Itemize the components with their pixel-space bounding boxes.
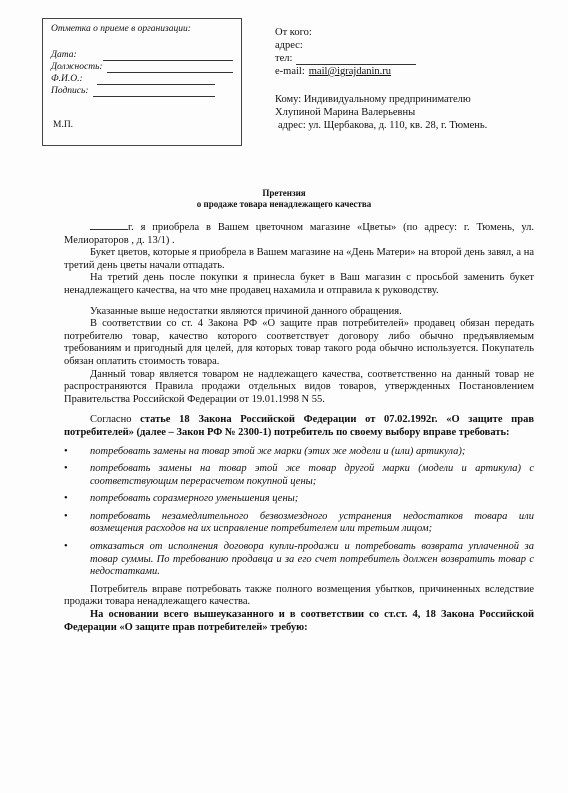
- stamp-date-line: [51, 49, 233, 61]
- sender-phone-row: [275, 52, 545, 65]
- paragraph-3: На третий день после покупки я принесла букет в Ваш магазин с просьбой заменить букет ненадлежащего качества, на что мне продавец нахамила и отправила к руководству.: [64, 272, 534, 296]
- stamp-position-line: [51, 61, 233, 73]
- recipient-line-3: адрес: ул. Щербакова, д. 110, кв. 28, г. Тюмень.: [278, 120, 488, 131]
- title-line-1: Претензия: [262, 188, 306, 198]
- stamp-name-field: [97, 75, 215, 85]
- sender-address-row: [275, 39, 545, 52]
- paragraph-1-text: г. я приобрела в Вашем цветочном магазине «Цветы» (по адресу: г. Тюмень, ул. Мелиораторов , д. 13/1) .: [64, 222, 534, 246]
- stamp-mp: М.П.: [53, 120, 74, 130]
- sender-email-label: e-mail:: [275, 66, 305, 77]
- sender-phone-label: тел:: [275, 53, 293, 64]
- paragraph-7-start: Согласно: [90, 414, 132, 426]
- stamp-signature-line: [51, 85, 233, 97]
- sender-from-label: От кого:: [275, 27, 312, 38]
- list-item-text: потребовать замены на товар этой же товар другой марки (модели и артикула) с соответствующим перерасчетом покупной цены;: [90, 463, 534, 487]
- sender-email-link[interactable]: mail@igrajdanin.ru: [308, 66, 392, 77]
- bullet-mark: •: [64, 510, 68, 522]
- reception-stamp-box: [42, 18, 242, 146]
- paragraph-5: В соответствии со ст. 4 Закона РФ «О защите прав потребителей» продавец обязан передать потребителю товар, качество которого соответствует договору либо обычно предъявляемым требованиям и пригодный для целей, для которых товар такого рода обычно используется. Покупатель обязан оплатить стоимость товара.: [64, 318, 534, 367]
- stamp-date-field: [103, 51, 233, 61]
- paragraph-7: [64, 414, 534, 439]
- paragraph-6: Данный товар является товаром не надлежащего качества, соответственно на данный товар не распространяются Правила продажи отдельных видов товаров, утвержденных Постановлением Правительства Российской Федерации от 19.01.1998 N 55.: [64, 368, 534, 405]
- date-blank: [90, 220, 128, 230]
- bullet-mark: •: [64, 541, 68, 553]
- sender-email-row: [275, 65, 545, 78]
- title-line-2: о продаже товара ненадлежащего качества: [196, 199, 372, 209]
- sender-from-row: [275, 26, 545, 39]
- recipient-block: [275, 93, 555, 132]
- sender-block: [275, 26, 545, 78]
- stamp-name-line: [51, 73, 233, 85]
- document-title: [0, 188, 568, 210]
- list-item-text: потребовать соразмерного уменьшения цены;: [90, 493, 299, 505]
- requirements-list: [64, 446, 534, 579]
- recipient-line-2: Хлупиной Марина Валерьевны: [275, 107, 416, 118]
- bullet-mark: •: [64, 445, 68, 457]
- stamp-name-label: Ф.И.О.:: [51, 74, 83, 84]
- paragraph-9: На основании всего вышеуказанного и в соответствии со ст.ст. 4, 18 Закона Российской Федерации «О защите прав потребителей» требую:: [64, 609, 534, 633]
- stamp-position-field: [107, 63, 233, 73]
- paragraph-2: Букет цветов, которые я приобрела в Вашем магазине на «День Матери» на второй день завял, а на третий день цветы начали отпадать.: [64, 247, 534, 271]
- stamp-title: Отметка о приеме в организации:: [51, 24, 191, 34]
- list-item: [64, 511, 534, 536]
- document-body: [64, 220, 534, 634]
- list-item-text: потребовать замены на товар этой же марки (этих же модели и (или) артикула);: [90, 445, 466, 457]
- paragraph-4: Указанные выше недостатки являются причиной данного обращения.: [90, 305, 402, 317]
- sender-phone-field: [296, 54, 416, 65]
- list-item: [64, 541, 534, 579]
- paragraph-8: Потребитель вправе потребовать также полного возмещения убытков, причиненных вследствие продажи товара ненадлежащего качества.: [64, 583, 534, 608]
- list-item: [64, 446, 534, 459]
- stamp-date-label: Дата:: [51, 50, 77, 60]
- stamp-signature-field: [93, 87, 216, 97]
- sender-address-label: адрес:: [275, 40, 303, 51]
- stamp-position-label: Должность:: [51, 62, 103, 72]
- list-item-text: отказаться от исполнения договора купли-продажи и потребовать возврата уплаченной за товар суммы. По требованию продавца и за его счет потребитель должен возвратить товар с недостатками.: [90, 541, 534, 578]
- paragraph-7-bold: статье 18 Закона Российской Федерации от 07.02.1992г. «О защите прав потребителей» (далее – Закон РФ № 2300-1) потребитель по своему выбору вправе требовать:: [64, 414, 534, 438]
- list-item: [64, 493, 534, 506]
- bullet-mark: •: [64, 493, 68, 505]
- stamp-signature-label: Подпись:: [51, 86, 89, 96]
- recipient-line-1: Кому: Индивидуальному предпринимателю: [275, 94, 471, 105]
- paragraph-1: [64, 220, 534, 247]
- list-item: [64, 463, 534, 488]
- bullet-mark: •: [64, 463, 68, 475]
- list-item-text: потребовать незамедлительного безвозмездного устранения недостатков товара или возмещения расходов на их исправление потребителем или третьим лицом;: [90, 510, 534, 535]
